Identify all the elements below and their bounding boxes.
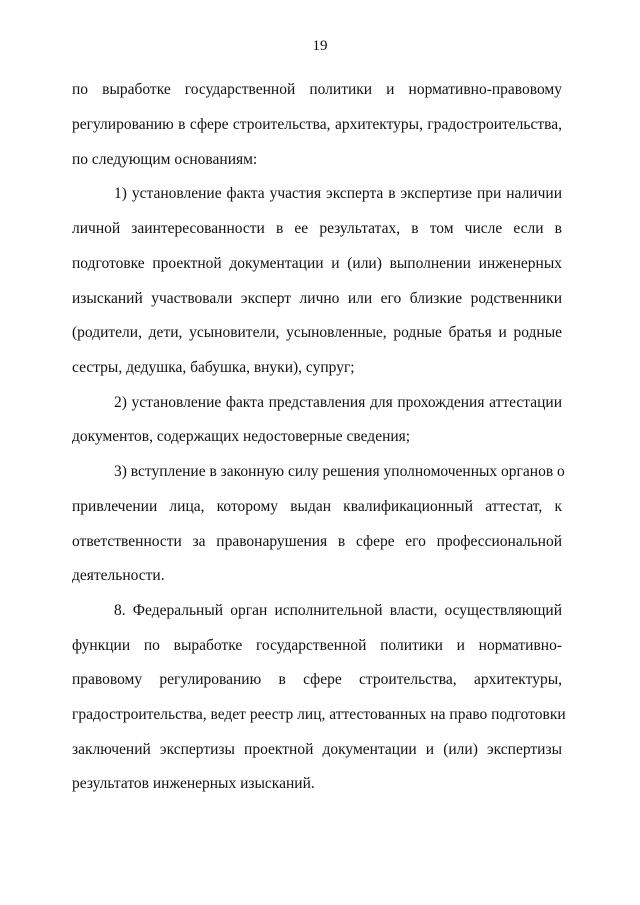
text-line: градостроительства, ведет реестр лиц, аттестованных на право подготовки — [72, 706, 566, 723]
text-line: 3) вступление в законную силу решения уполномоченных органов о — [114, 463, 565, 480]
text-line: изысканий участвовали эксперт лично или его близкие родственники — [72, 290, 562, 307]
text-line: привлечении лица, которому выдан квалификационный аттестат, к — [72, 498, 562, 515]
text-line: подготовке проектной документации и (или) выполнении инженерных — [72, 255, 562, 272]
page-number: 19 — [312, 38, 328, 54]
text-line: регулированию в сфере строительства, архитектуры, градостроительства, — [72, 116, 562, 133]
text-line: деятельности. — [72, 567, 165, 584]
text-line: заключений экспертизы проектной документации и (или) экспертизы — [72, 741, 562, 758]
text-line: личной заинтересованности в ее результатах, в том числе если в — [72, 220, 562, 237]
text-line: сестры, дедушка, бабушка, внуки), супруг; — [72, 359, 355, 376]
text-line: 2) установление факта представления для прохождения аттестации — [114, 394, 562, 411]
text-line: результатов инженерных изысканий. — [72, 775, 315, 792]
text-line: по выработке государственной политики и нормативно-правовому — [72, 81, 562, 98]
text-line: по следующим основаниям: — [72, 151, 258, 168]
text-line: (родители, дети, усыновители, усыновленные, родные братья и родные — [72, 324, 562, 341]
text-line: функции по выработке государственной политики и нормативно- — [72, 637, 562, 654]
text-line: 8. Федеральный орган исполнительной власти, осуществляющий — [114, 602, 562, 619]
text-line: документов, содержащих недостоверные сведения; — [72, 428, 411, 445]
text-line: ответственности за правонарушения в сфере его профессиональной — [72, 533, 562, 550]
text-line: 1) установление факта участия эксперта в экспертизе при наличии — [114, 185, 562, 202]
text-line: правовому регулированию в сфере строительства, архитектуры, — [72, 671, 562, 688]
